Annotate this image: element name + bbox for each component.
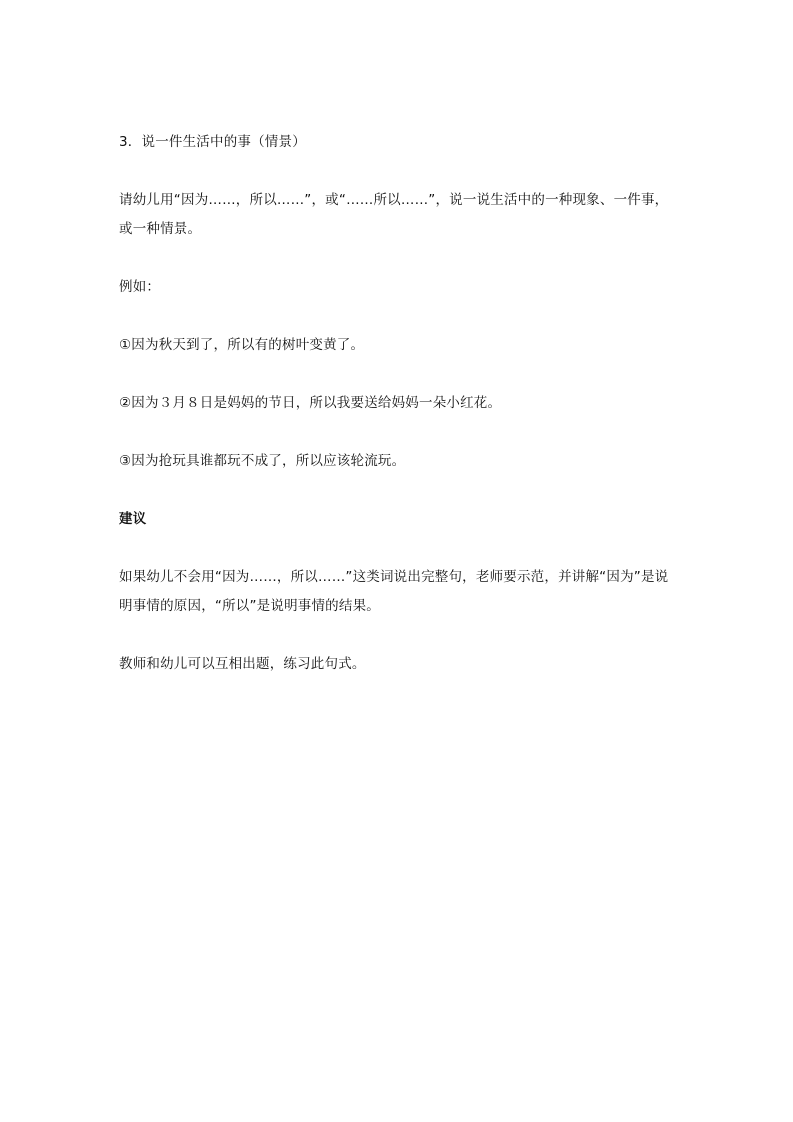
closing-paragraph: 教师和幼儿可以互相出题，练习此句式。 [119, 656, 366, 672]
example-item-3: ③因为抢玩具谁都玩不成了，所以应该轮流玩。 [119, 453, 406, 469]
example-label: 例如： [119, 279, 161, 295]
instruction-paragraph: 请幼儿用“因为……，所以……”，或“……所以……”，说一说生活中的一种现象、一件事，或一种情景。 [119, 192, 669, 237]
section-heading: 3．说一件生活中的事（情景） [119, 134, 306, 150]
example-item-1: ①因为秋天到了，所以有的树叶变黄了。 [119, 337, 365, 353]
suggestion-paragraph: 如果幼儿不会用“因为……，所以……”这类词说出完整句，老师要示范，并讲解“因为”是说明事情的原因，“所以”是说明事情的结果。 [119, 569, 669, 614]
suggestion-heading: 建议 [119, 511, 147, 527]
document-body [119, 128, 679, 708]
example-item-2: ②因为３月８日是妈妈的节日，所以我要送给妈妈一朵小红花。 [119, 395, 502, 411]
